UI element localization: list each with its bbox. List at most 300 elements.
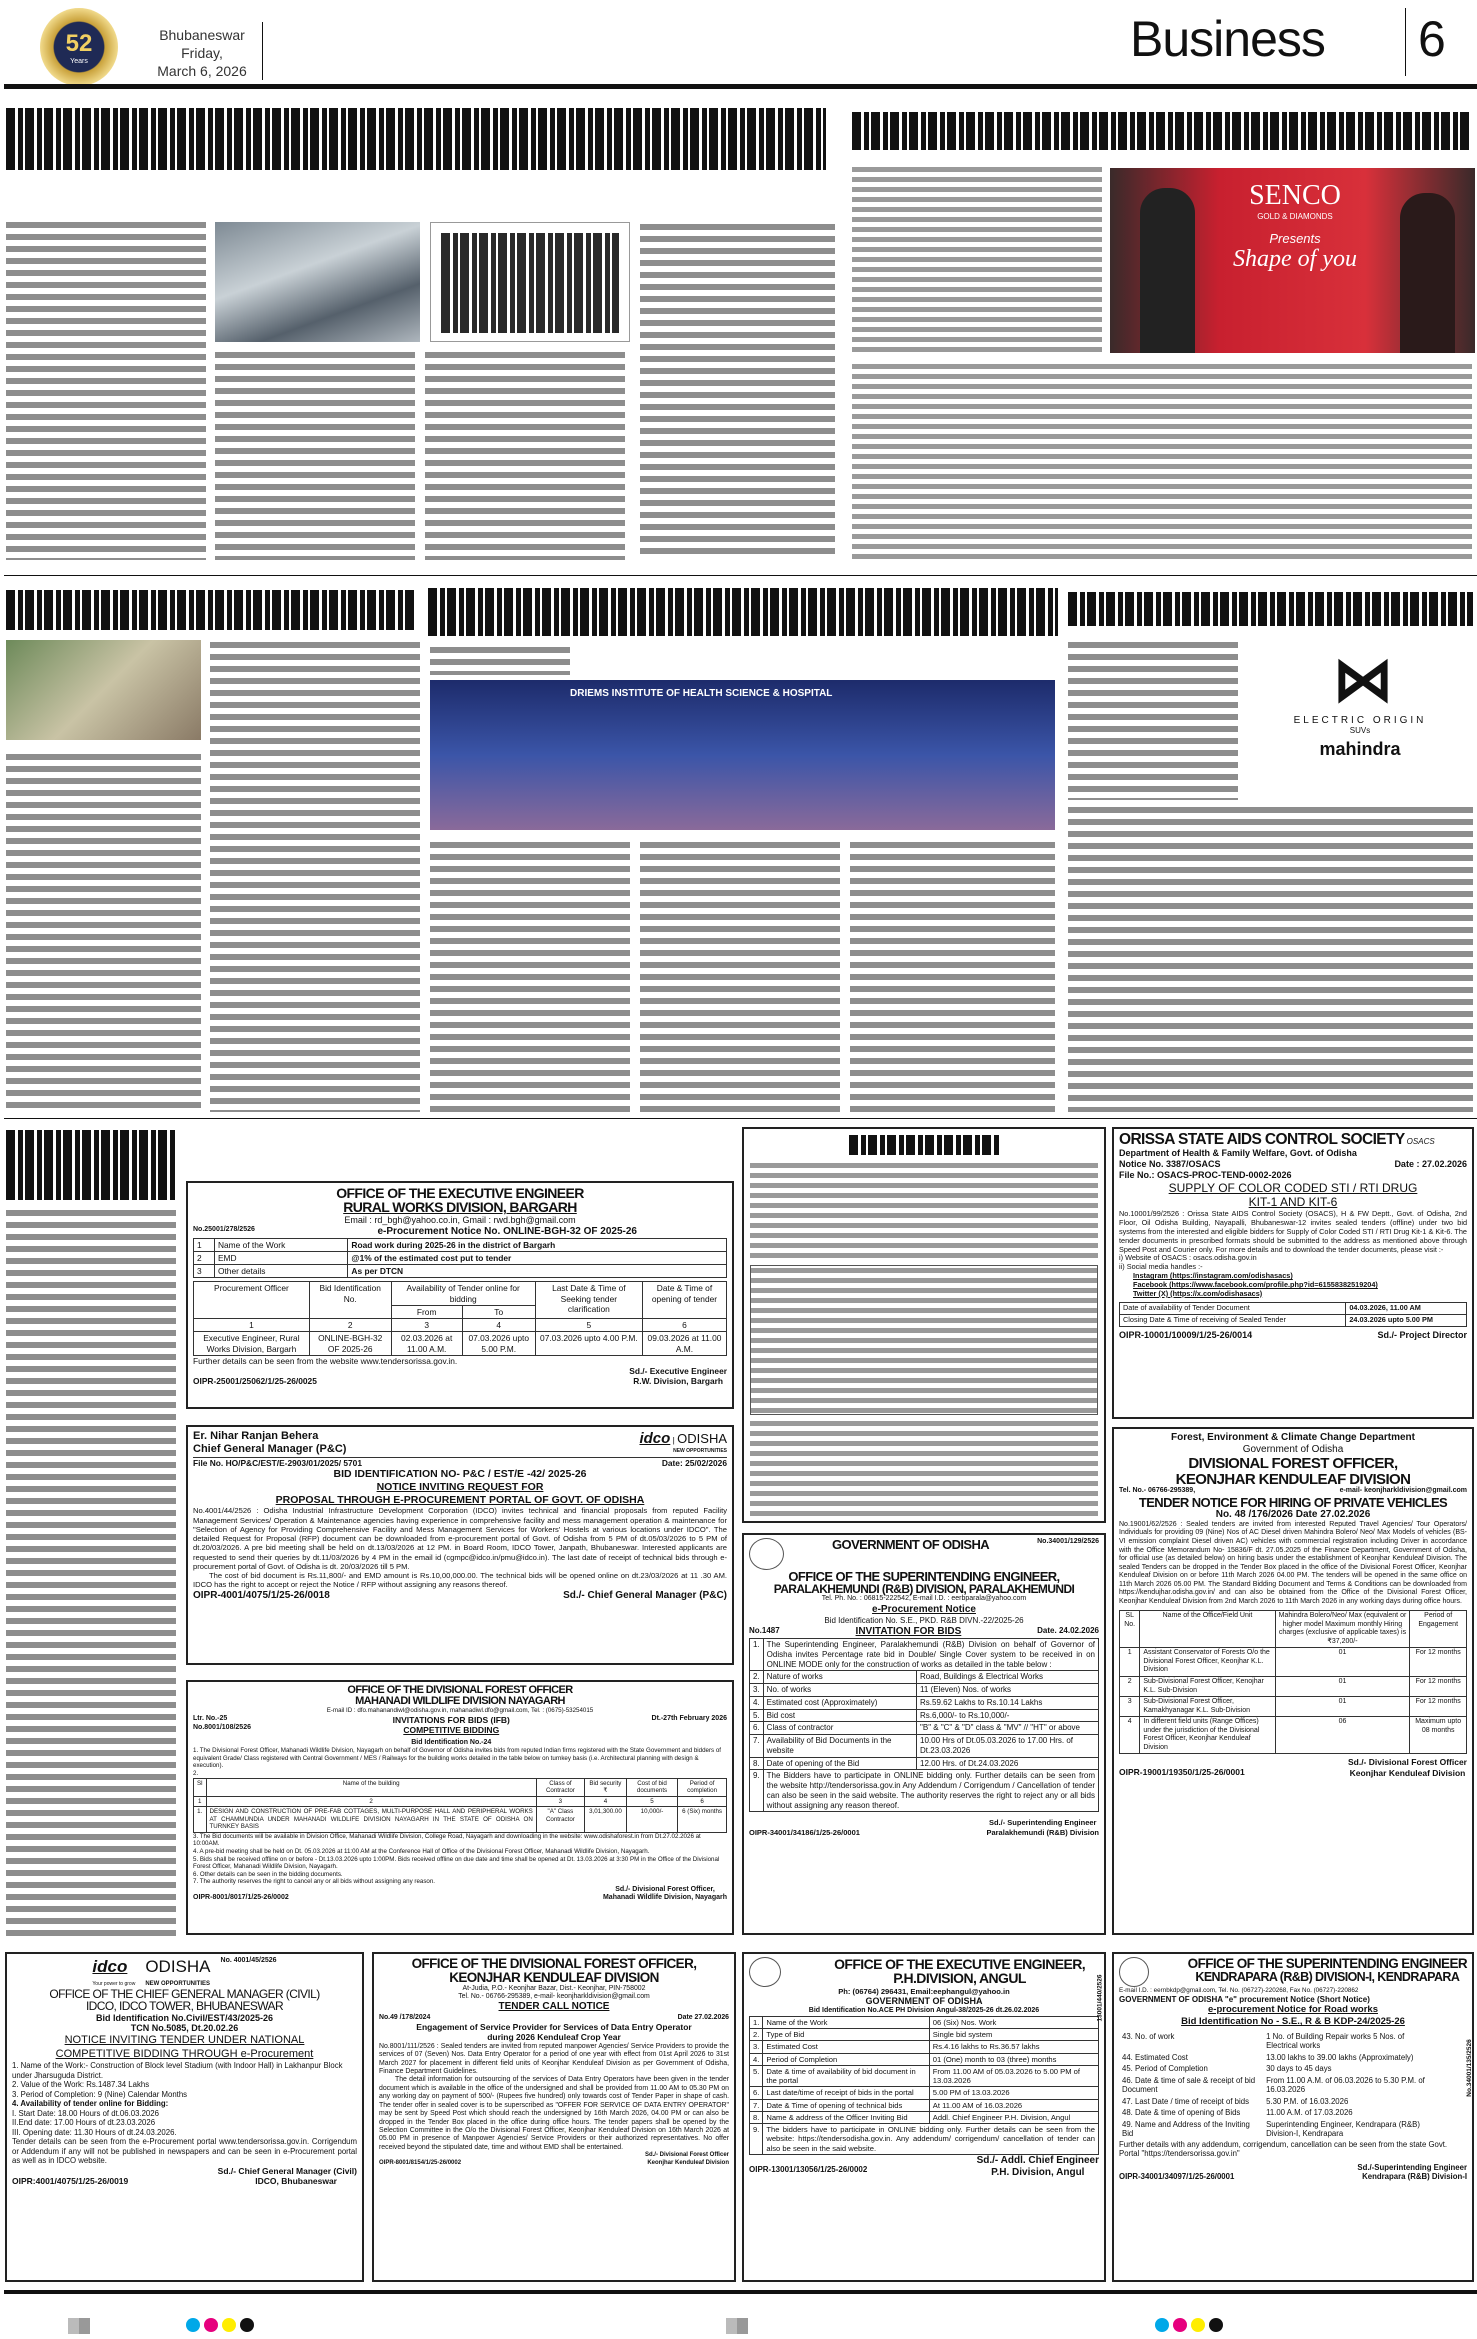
text: Rs.6,000/- to Rs.10,000/-	[917, 1709, 1099, 1722]
block	[750, 1161, 1098, 1261]
text: GOVERNMENT OF ODISHA	[832, 1537, 990, 1552]
text: 11.00 A.M. of 17.03.2026	[1266, 2108, 1353, 2118]
text: Last date/time of receipt of bids in the portal	[763, 2087, 929, 2099]
text: @1% of the estimated cost put to tender	[348, 1251, 727, 1264]
registration-mark	[68, 2318, 90, 2334]
table-row	[1120, 1717, 1467, 1754]
table-row	[750, 2029, 1099, 2041]
text: From 11.00 AM of 05.03.2026 to 5.00 PM of 13.03.2026	[929, 2065, 1098, 2087]
text: Rs.4.16 lakhs to Rs.36.57 lakhs	[929, 2041, 1098, 2053]
text: P.H.DIVISION, ANGUL	[893, 1970, 1026, 1987]
block	[834, 1957, 1085, 1987]
text: SUVs	[1349, 726, 1371, 735]
text: GOLD & DIAMONDS	[1257, 212, 1333, 221]
table-row	[1119, 2107, 1439, 2119]
text: R.W. Division, Bargarh	[633, 1376, 724, 1387]
block	[193, 1430, 346, 1457]
text: 46. Date & time of sale & receipt of bid Document	[1122, 2075, 1256, 2095]
text: KEONJHAR KENDULEAF DIVISION	[449, 1969, 659, 1985]
text: No.10001/99/2526 : Orissa State AIDS Control Society (OSACS), H & FW Deptt., Govt. of Odisha, 2nd Floor, Oil Odisha Building, Nayapalli, Bhubaneswar-12 invites sealed tenders (offline) under two bid systems from the interested and eligible bidders for Supply of Color Coded STI / RTI Drug Kit-1 & Kit-6. The tender documents in prescribed formats should be submitted to the address as mentioned above through Speed Post and Courier only. For more details and to download the tender documents, please visit :-	[1119, 1208, 1467, 1254]
text: Superintending Engineer, Kendrapara (R&B) Division-I, Kendrapara	[1266, 2119, 1420, 2139]
text: Er. Nihar Ranjan Behera	[193, 1430, 319, 1442]
text: INVITATIONS FOR BIDS (IFB)	[392, 1715, 510, 1725]
table-row	[1119, 2075, 1439, 2096]
footer-rule	[4, 2290, 1477, 2294]
text: 2.	[750, 2029, 763, 2041]
driems-event-photo	[430, 680, 1055, 830]
text: Name of the Office/Field Unit	[1140, 1611, 1275, 1648]
text: Estimated Cost	[763, 2041, 929, 2053]
text: INVITATION FOR BIDS	[855, 1625, 962, 1637]
fish-market-photo	[215, 222, 420, 342]
headline-senco-app	[852, 112, 1472, 150]
text: Twitter (X) (https://x.com/odishasacs)	[1133, 1288, 1263, 1298]
text: 06 (Six) Nos. Work	[929, 2016, 1098, 2028]
text: Sd./- Divisional Forest Officer,	[615, 1885, 715, 1893]
table-row	[750, 1735, 1099, 1758]
text: 45. Period of Completion	[1122, 2064, 1208, 2074]
text: 4.	[750, 2053, 763, 2065]
article-body	[850, 840, 1055, 1112]
text: 01	[1275, 1697, 1410, 1717]
block	[193, 1715, 727, 1747]
text: P.H. Division, Angul	[991, 2166, 1085, 2178]
text: III. Opening date: 11.30 Hours of dt.24.03.2026.	[12, 2127, 177, 2137]
text: 47. Last Date / time of receipt of bids	[1122, 2096, 1249, 2106]
idco-odisha-logo	[12, 1957, 357, 1988]
table-row	[1120, 1676, 1467, 1696]
block	[12, 2176, 357, 2186]
text: As per DTCN	[348, 1265, 727, 1278]
text: Availability of Tender online for bidding	[391, 1282, 535, 1306]
block	[629, 1366, 727, 1387]
text: Name of the Work	[763, 2016, 929, 2028]
text: Bid security ₹	[584, 1778, 626, 1796]
text: Addl. Chief Engineer P.H. Division, Angul	[929, 2111, 1098, 2123]
text: In different field units (Range Offices) under the jurisdiction of the Divisional Forest Officer, Keonjhar Kenduleaf Division	[1140, 1717, 1275, 1754]
text: Single bid system	[929, 2029, 1098, 2041]
text: PROPOSAL THROUGH E-PROCUREMENT PORTAL OF GOVT. OF ODISHA	[275, 1493, 645, 1506]
text: I. Start Date: 18.00 Hours of dt.06.03.2026	[12, 2108, 159, 2118]
text: i) Website of OSACS : osacs.odisha.gov.in	[1119, 1253, 1257, 1263]
text: Date & Time of opening of technical bids	[763, 2099, 929, 2111]
table-row	[194, 1807, 727, 1833]
text: KEONJHAR KENDULEAF DIVISION	[1175, 1470, 1411, 1488]
text: BID IDENTIFICATION NO- P&C / EST/E -42/ 2025-26	[333, 1468, 587, 1481]
block	[1140, 188, 1195, 353]
block	[393, 1715, 510, 1747]
text: Bid cost	[763, 1709, 916, 1722]
text: Road, Buildings & Electrical Works	[917, 1671, 1099, 1684]
text: 4.	[750, 1696, 764, 1709]
tender-dates-table	[1119, 1302, 1467, 1327]
masthead	[0, 0, 1477, 90]
text: TCN No.5085, Dt.20.02.26	[130, 2023, 239, 2034]
table-row	[750, 2111, 1099, 2123]
text: Sl	[194, 1778, 207, 1796]
text: 13.00 lakhs to 39.00 lakhs (Approximately)	[1266, 2052, 1414, 2062]
text: COMPETITIVE BIDDING	[403, 1725, 500, 1736]
text: 2.	[193, 1769, 199, 1777]
text: Forest, Environment & Climate Change Department	[1171, 1432, 1415, 1443]
text: NOTICE INVITING TENDER UNDER NATIONAL	[64, 2034, 305, 2047]
highlight-box	[430, 222, 630, 342]
text: RURAL WORKS DIVISION, BARGARH	[343, 1199, 577, 1216]
text: Last Date & Time of Seeking tender clarification	[535, 1282, 642, 1319]
text: Procurement Officer	[194, 1282, 310, 1319]
text: Bid Identification No.-24	[411, 1738, 492, 1746]
text: "A" Class Contractor	[536, 1807, 584, 1833]
article-body	[430, 840, 630, 1112]
headline-paradip-fish-market	[6, 108, 826, 170]
text: 04.03.2026, 11.00 AM	[1346, 1302, 1467, 1314]
text: 7.	[750, 1735, 764, 1758]
notice-paralakhemundi-rb	[742, 1533, 1106, 1935]
block	[1220, 180, 1370, 273]
block	[749, 1538, 1099, 1570]
text: 3	[391, 1319, 462, 1332]
table-row	[194, 1251, 727, 1264]
text: E-mail I.D. : eernbkdp@gmail.com, Tel. No. (06727)-220268, Fax No. (06727)-220862	[1119, 1987, 1359, 1994]
registration-dot	[222, 2318, 236, 2332]
text: DESIGN AND CONSTRUCTION OF PRE-FAB COTTAGES, MULTI-PURPOSE HALL AND PERIPHERAL WORKS AT CHAMMUNDIA UNDER MAHANADI WILDLIFE DIVISION NAYAGARH IN THE STATE OF ODISHA ON TURNKEY BASIS	[206, 1807, 536, 1833]
text: 7.	[750, 2099, 763, 2111]
notice-idco-pc	[186, 1425, 734, 1665]
text: GOVERNMENT OF ODISHA "e" procurement Notice (Short Notice)	[1119, 1994, 1370, 2004]
text: 49. Name and Address of the Inviting Bid	[1122, 2119, 1250, 2139]
odisha-emblem-icon	[1119, 1957, 1149, 1987]
divider	[1405, 8, 1406, 76]
osacs-logo: OSACS	[1406, 1137, 1435, 1146]
registration-dot	[186, 2318, 200, 2332]
text: OFFICE OF THE CHIEF GENERAL MANAGER (CIVIL)	[49, 1987, 320, 2002]
text: 07.03.2026 upto 5.00 P.M.	[462, 1332, 535, 1356]
notice-keonjhar-vehicles	[1112, 1427, 1474, 1935]
text: From	[391, 1305, 462, 1318]
text: Sd./- Divisional Forest Officer	[1347, 1757, 1467, 1768]
text: OFFICE OF THE DIVISIONAL FOREST OFFICER,	[411, 1956, 697, 1971]
masthead-rule	[4, 84, 1477, 89]
mahindra-logo	[1250, 645, 1470, 790]
table-row	[1120, 1314, 1467, 1326]
text: OFFICE OF THE DIVISIONAL FOREST OFFICER	[347, 1684, 573, 1696]
text: 3	[1120, 1697, 1140, 1717]
text: 8.	[750, 1757, 764, 1770]
text: 5.00 PM of 13.03.2026	[929, 2087, 1098, 2099]
text: Bid Identification No.	[309, 1282, 391, 1319]
text: DRIEMS INSTITUTE OF HEALTH SCIENCE & HOSPITAL	[570, 688, 833, 699]
text: Sd./- Addl. Chief Engineer	[976, 2154, 1099, 2166]
text: 02.03.2026 at 11.00 A.M.	[391, 1332, 462, 1356]
text: No. of works	[763, 1684, 916, 1697]
bid-details-table	[1119, 2031, 1439, 2140]
text: Name of the building	[206, 1778, 536, 1796]
text: Date of availability of Tender Document	[1120, 1302, 1346, 1314]
table-row	[194, 1796, 727, 1807]
text: GOVERNMENT OF ODISHA	[865, 1996, 983, 2007]
article-body	[6, 752, 201, 1112]
registration-mark	[726, 2318, 748, 2334]
text: Assistant Conservator of Forests O/o the Divisional Forest Officer, Keonjhar K.L. Division	[1140, 1648, 1275, 1677]
table-row	[1120, 1611, 1467, 1648]
block	[749, 1957, 1099, 1987]
table-cell: 1.	[750, 1639, 764, 1671]
text: ELECTRIC ORIGIN	[1293, 715, 1427, 726]
text: No.34001/135/2526	[1465, 2039, 1473, 2097]
text: The Bidders have to participate in ONLINE bidding only. Further details can be seen from the website http://tendersorissa.gov.in Any Addendum / Corrigendum / Cancellation of tender can also be seen in the said website. The authority reserves the right to reject any or all bids without assigning any reason thereof.	[763, 1770, 1098, 1812]
text: Closing Date & Time of receiving of Sealed Tender	[1120, 1314, 1346, 1326]
text: Name of the Work	[214, 1238, 347, 1251]
text: The bidders have to participate in ONLINE bidding only. Further details can be seen from the website: https://tendersodisha.gov.in. Any addendum/ corrigendum/ cancellation of tender can also be seen in the said website.	[763, 2124, 1099, 2155]
text: Period of completion	[678, 1778, 727, 1796]
text: Nature of works	[763, 1671, 916, 1684]
text: Government of Odisha	[1242, 1444, 1344, 1456]
block	[1119, 1132, 1467, 1148]
block	[193, 1366, 727, 1387]
block	[193, 1430, 727, 1457]
text: 4. Availability of tender online for Bidding:	[12, 2099, 169, 2109]
table-row	[750, 2124, 1099, 2155]
text: 7. The authority reserves the right to cancel any or all bids without assigning any reason.	[193, 1878, 436, 1886]
table-row	[194, 1319, 727, 1332]
table-row	[750, 1709, 1099, 1722]
text: 5	[626, 1796, 677, 1807]
block	[750, 1265, 1098, 1415]
text: To	[462, 1305, 535, 1318]
text: 2	[194, 1251, 215, 1264]
text: 6.	[750, 1722, 764, 1735]
table-row	[750, 1696, 1099, 1709]
notice-kendrapara-rb	[1112, 1952, 1474, 2282]
table-row	[750, 1671, 1099, 1684]
text: Sd./- Chief General Manager (P&C)	[563, 1589, 727, 1601]
text: 6.	[750, 2087, 763, 2099]
text: Bhubaneswar Friday,	[159, 27, 245, 61]
text: OFFICE OF THE SUPERINTENDING ENGINEER,	[788, 1569, 1060, 1584]
text: 2	[1120, 1676, 1140, 1696]
text: 6	[678, 1796, 727, 1807]
text: IDCO, Bhubaneswar	[255, 2176, 337, 2187]
text: Bid Identification No - S.E., R & B KDP-24/2025-26	[1181, 2016, 1405, 2027]
text: 1. Name of the Work:- Construction of Block level Stadium (with Indoor Hall) in Lakhanpur Block under Jharsuguda District.	[12, 2061, 343, 2080]
text: IDCO, IDCO TOWER, BHUBANESWAR	[85, 1999, 284, 2014]
registration-dot	[1155, 2318, 1169, 2332]
text: OIPR-19001/19350/1/25-26/0001	[1119, 1767, 1245, 1778]
table-row	[750, 2016, 1099, 2028]
text: 10,000/-	[626, 1807, 677, 1833]
text: Sd./- Executive Engineer	[629, 1366, 727, 1377]
website-link: Further details can be seen from the website www.tendersorissa.gov.in.	[193, 1355, 458, 1366]
text: Bid Identification No.Civil/EST/43/2025-26	[95, 2012, 274, 2023]
registration-dot	[204, 2318, 218, 2332]
table-row	[194, 1238, 727, 1251]
registration-dot	[1209, 2318, 1223, 2332]
table-row	[750, 1770, 1099, 1812]
odisha-emblem-icon	[749, 1957, 781, 1987]
text: 2. Value of the Work: Rs.1487.34 Lakhs	[12, 2080, 150, 2090]
table-row	[750, 2099, 1099, 2111]
text: ORISSA STATE AIDS CONTROL SOCIETY	[1119, 1131, 1405, 1148]
article-body	[852, 362, 1472, 562]
text: 13001/440/2526	[1096, 1974, 1104, 2022]
text: OFFICE OF THE EXECUTIVE ENGINEER,	[834, 1956, 1085, 1972]
text: Name & address of the Officer Inviting Bid	[763, 2111, 929, 2123]
block	[193, 1590, 727, 1602]
block	[1119, 1159, 1467, 1170]
text: OIPR-25001/25062/1/25-26/0025	[193, 1376, 317, 1387]
text: Tel. No.- 06766-295389,	[1119, 1486, 1196, 1494]
text: 5. Bids shall be received offline on or before - Dt.13.03.2026 upto 1:00PM. Bids received offline on due date and time shall be opened at Dt. 13.03.2026 at 3:30 PM in the Office of the Divisional Forest Officer, Mahanadi Wildlife Division, Nayagarh.	[193, 1855, 720, 1871]
table-row	[194, 1265, 727, 1278]
work-details-table	[193, 1238, 727, 1279]
text: OIPR-8001/8017/1/25-26/0002	[193, 1893, 289, 1901]
article-body	[430, 645, 570, 675]
text: e-Procurement Notice No. ONLINE-BGH-32 OF 2025-26	[377, 1225, 637, 1237]
headline-vedanta	[6, 590, 416, 630]
text: SL No.	[1120, 1611, 1140, 1648]
text: Kendrapara (R&B) Division-I	[1362, 2172, 1467, 2182]
text: OIPR-34001/34186/1/25-26/0001	[749, 1828, 860, 1838]
text: 4	[1120, 1717, 1140, 1754]
edition-date	[142, 26, 262, 80]
text: Tender details can be seen from the e-Procurement portal www.tendersorissa.gov.in. Corrigendum or Addendum if any will not be published in newspapers and can be seen in e-Procurement portal as well as in IDCO website.	[12, 2137, 357, 2166]
text: Mahanadi Wildlife Division, Nayagarh	[602, 1894, 727, 1902]
text: Sd./- Superintending Engineer	[988, 1818, 1097, 1828]
table-row	[1119, 2052, 1439, 2064]
text: 6	[642, 1319, 726, 1332]
vedanta-photo	[6, 640, 201, 740]
text: 48. Date & time of opening of Bids	[1122, 2108, 1241, 2118]
bid-details-table	[749, 2016, 1099, 2155]
text: EMD	[214, 1251, 347, 1264]
bid-table	[193, 1778, 727, 1833]
text: 01	[1275, 1648, 1410, 1677]
table-row	[1120, 1697, 1467, 1717]
text: OIPR:4001/4075/1/25-26/0019	[12, 2176, 129, 2187]
text: 06	[1275, 1717, 1410, 1754]
text: Your power to grow	[92, 1980, 136, 1987]
vehicles-table	[1119, 1610, 1467, 1754]
headline-mahindra	[1068, 592, 1473, 626]
text: Sd./-Superintending Engineer	[1357, 2162, 1467, 2172]
text: ODISHA	[677, 1431, 727, 1446]
text: 4	[462, 1319, 535, 1332]
table-row	[750, 2053, 1099, 2065]
text: 5.30 P.M. of 16.03.2026	[1266, 2096, 1349, 2106]
text: KENDRAPARA (R&B) DIVISION-I, KENDRAPARA	[1195, 1969, 1460, 1984]
text: 8.	[750, 2111, 763, 2123]
text: Executive Engineer, Rural Works Division, Bargarh	[194, 1332, 310, 1356]
text: Keonjhar Kenduleaf Division	[647, 2159, 729, 2166]
text: 1 No. of Building Repair works 5 Nos. of Electrical works	[1266, 2031, 1405, 2051]
text: Other details	[214, 1265, 347, 1278]
text: 01	[1275, 1676, 1410, 1696]
text: Ph: (06764) 296431, Email:eephangul@yahoo.in	[838, 1987, 1010, 1996]
text: Sub-Divisional Forest Officer, Kamakhyanagar K.L. Sub-Division	[1140, 1697, 1275, 1717]
text: No. 4001/45/2526	[220, 1957, 277, 1964]
text: Sub-Divisional Forest Officer, Kenojhar K.L. Sub-Division	[1140, 1676, 1275, 1696]
text: No.4001/44/2526 : Odisha Industrial Infrastructure Development Corporation (IDCO) invites technical and financial proposals from reputed Facility Management Services/ Operation & Maintenance agencies having experience in comprehensive facility and mess management operation & maintenance for "Selection of Agency for Providing Comprehensive Facility and Mess Management Services for Workers' Hostels at various locations under IDCO". The detailed Request for Proposal (RFP) document can be downloaded from e-procurement portal of Govt. of Odisha from 5 PM of dt.05/03/2026 to 5 PM of dt.20/03/2026. A pre bid meeting shall be held on dt.13/03/2026 at 12 PM. in Board Room, IDCO Tower, Janpath, Bhubaneswar. Interested applicants are requested to send their queries by dt.11/03/2026 by 4 PM in the email id (cgmpc@idco.in/pmu@idco.in). The last date of receipt of technical bids through e-procurement portal of Govt. of Odisha is dt. 20/03/2026 till 5 PM.	[193, 1506, 727, 1571]
text: From 11.00 A.M. of 06.03.2026 to 5.30 P.M. of 16.03.2026	[1266, 2075, 1425, 2095]
section-title: Business	[1130, 11, 1325, 67]
divider	[4, 575, 1477, 576]
text: Shape of you	[1233, 246, 1357, 272]
block	[1119, 1757, 1467, 1778]
table-row	[194, 1282, 727, 1306]
text: OIPR-34001/34097/1/25-26/0001	[1119, 2172, 1235, 2182]
table-row	[194, 1778, 727, 1796]
text: idco	[92, 1957, 128, 1976]
text: No. 48 /176/2026 Date 27.02.2026	[1215, 1508, 1371, 1520]
text: 1	[194, 1796, 207, 1807]
text: NEW OPPORTUNITIES	[673, 1448, 727, 1455]
block	[441, 233, 619, 333]
table-row	[194, 1332, 727, 1356]
table-cell: 9.	[750, 2124, 763, 2155]
text: Bid Identification No. S.E., PKD. R&B DIVN.-22/2025-26	[824, 1616, 1024, 1626]
block	[193, 1715, 251, 1747]
text: Sd./- Divisional Forest Officer	[644, 2152, 729, 2159]
table-row	[750, 2087, 1099, 2099]
idco-odisha-logo: idco | ODISHA NEW OPPORTUNITIES	[639, 1430, 727, 1455]
text: 5	[535, 1319, 642, 1332]
text: 2	[206, 1796, 536, 1807]
text: idco	[639, 1430, 671, 1447]
notice-bargarh-rwd	[186, 1181, 734, 1409]
text: 4. A pre-bid meeting shall be held on Dt. 05.03.2026 at 11:00 AM at the Conference Hall of Office of the Divisional Forest Officer, Mahanadi Wildlife Division, Nayagarh.	[193, 1848, 650, 1855]
text: For 12 months	[1410, 1676, 1467, 1696]
article-body	[215, 350, 415, 560]
text: Instagram (https://instagram.com/odishasacs)	[1133, 1271, 1293, 1281]
text: NEW OPPORTUNITIES	[145, 1980, 210, 1987]
text: At 11.00 AM of 16.03.2026	[929, 2099, 1098, 2111]
article-body	[6, 1208, 176, 1936]
text: 2.	[750, 1671, 764, 1684]
text: OFFICE OF THE SUPERINTENDING ENGINEER	[1187, 1956, 1467, 1971]
text: Availability of Bid Documents in the website	[763, 1735, 916, 1758]
block	[193, 1886, 727, 1903]
text: TENDER CALL NOTICE	[498, 2001, 610, 2013]
text: 3. Period of Completion: 9 (Nine) Calendar Months	[12, 2089, 188, 2099]
notice-mahanadi-wildlife	[186, 1680, 734, 1935]
text: SUPPLY OF COLOR CODED STI / RTI DRUG	[1168, 1180, 1418, 1195]
text: Date & time of availability of bid document in the portal	[763, 2065, 929, 2087]
text: TENDER NOTICE FOR HIRING OF PRIVATE VEHICLES	[1138, 1494, 1448, 1510]
table-row	[1119, 2063, 1439, 2075]
text: No.34001/129/2526	[1037, 1538, 1099, 1545]
block	[977, 2155, 1099, 2179]
text: No.19001/62/2526 : Sealed tenders are invited from interested Reputed Travel Agencies/ Tour Operators/ Individuals for providing 09 (Nine) Nos of AC Diesel driven Mahindra Bolero/ Neo/ Max Models of vehicles (BS-VI emission complaint Diesel driven AC) vehicles with commercial registration including Driver in accordance with the Office Memorandum No- 15836/F dt. 27.05.2025 of the Finance Department, Government of Odisha, for official use (as detailed below) on hiring basis under the establishment of Keonjhar Kenduleaf Division. The sealed Tenders can be dropped in the Tender Box placed in the office of the Divisional Forest Officer, Keonjhar Kenduleaf Division on or before 11th March 2026 04.00 PM. The tenders will be opened in the same office on 11th March 2026 05.00 PM. The Standard Bidding Document and Terms & Conditions can be downloaded from https://kendujhar.odisha.gov.in/ and can also be obtained from the Office of the Divisional Forest Officer, Keonjhar Kenduleaf Division from 2nd March 2026 to 11th March 2026 in any working days during office hours.	[1119, 1520, 1467, 1605]
text: MAHANADI WILDLIFE DIVISION NAYAGARH	[355, 1695, 565, 1708]
text: Presents	[1269, 231, 1321, 246]
text: 1.	[750, 2016, 763, 2028]
text: ii) Social media handles :-	[1119, 1262, 1203, 1272]
block	[1119, 2172, 1467, 2182]
text: 5.	[750, 2065, 763, 2087]
text: Cost of bid documents	[626, 1778, 677, 1796]
text: 1. The Divisional Forest Officer, Mahanadi Wildlife Division, Nayagarh on behalf of Governor of Odisha invites bids from reputed Indian firms registered with the State Government and bidders of equivalent Grade/ Class registered with Central Government / MES / Railways for the building works detailed in the table below on turnkey basis (i.e. Architectural planning with design & execution).	[193, 1747, 722, 1770]
text: Period of Completion	[763, 2053, 929, 2065]
text: Date : 27.02.2026	[1394, 1158, 1467, 1169]
block	[1119, 1330, 1467, 1341]
newspaper-logo	[40, 8, 118, 86]
text: Period of Engagement	[1410, 1611, 1467, 1648]
text: No.25001/278/2526	[193, 1225, 255, 1233]
text: 52	[65, 30, 93, 57]
notice-odia-recruitment	[742, 1127, 1106, 1523]
table-cell: 9.	[750, 1770, 764, 1812]
table-row	[750, 2041, 1099, 2053]
